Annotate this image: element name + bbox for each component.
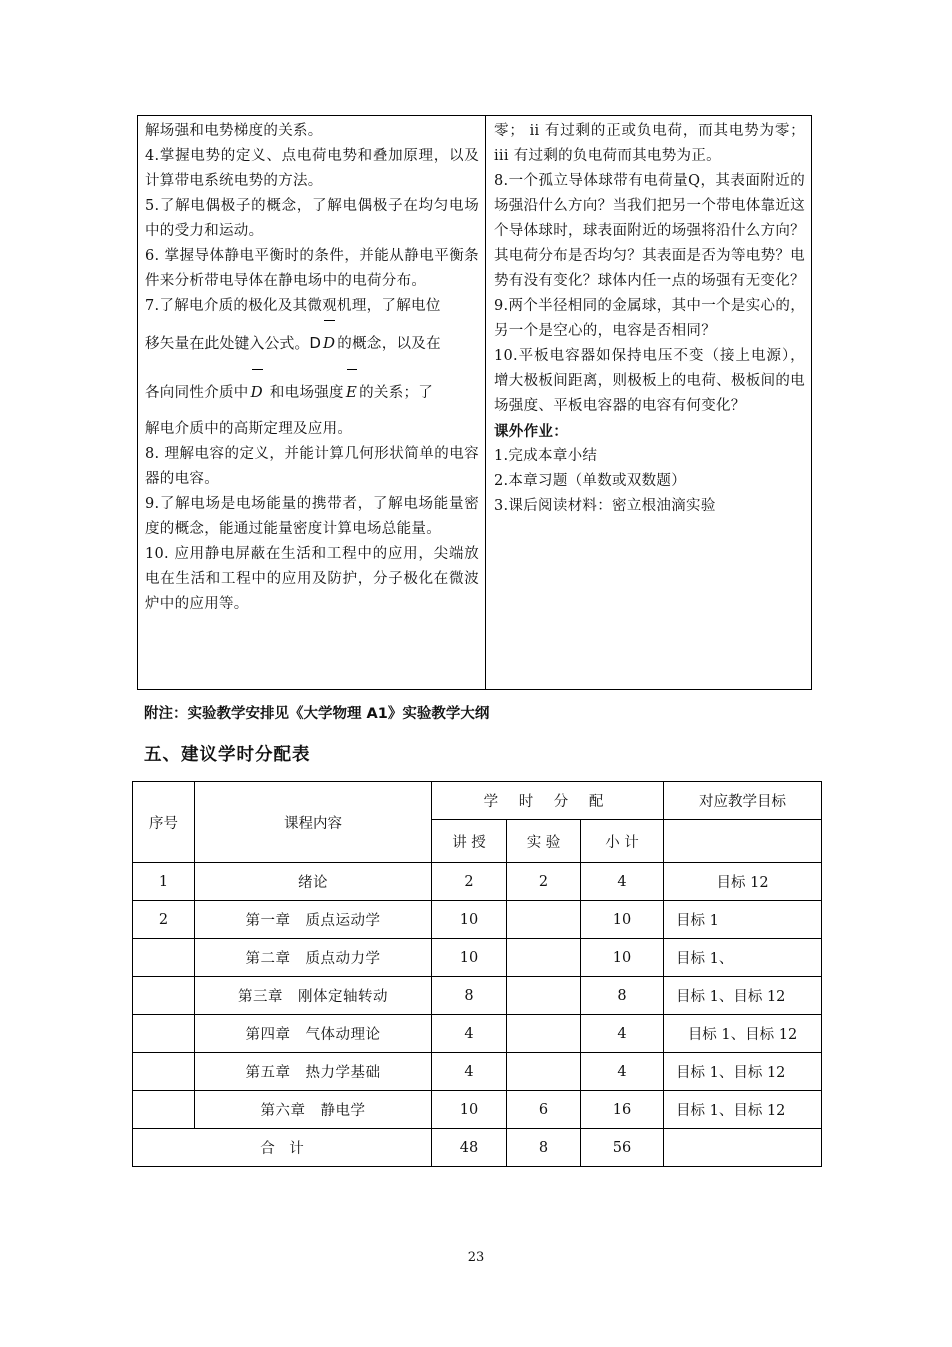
formula-placeholder: 在此处键入公式。D	[189, 334, 321, 352]
cell-subtotal: 8	[581, 977, 664, 1015]
section-title: 五、建议学时分配表	[144, 745, 311, 765]
objective-text: 10. 应用静电屏蔽在生活和工程中的应用，尖端放电在生活和工程中的应用及防护，分子极化在微波炉中的应用等。	[145, 546, 479, 612]
hours-allocation-table	[132, 781, 822, 1167]
objective-text: 移矢量	[145, 336, 190, 352]
cell-content: 第五章 热力学基础	[195, 1053, 432, 1091]
objective-text: 8. 理解电容的定义，并能计算几何形状简单的电容器的电容。	[145, 446, 479, 487]
cell-no	[133, 1053, 195, 1091]
cell-goal: 目标 12	[664, 863, 822, 901]
question-text: 8.一个孤立导体球带有电荷量Q，其表面附近的场强沿什么方向？当我们把另一个带电体靠近这个导体球时，球表面附近的场强将沿什么方向？其电荷分布是否均匀？其表面是否为等电势？电势有没有变化？球体内任一点的场强有无变化？	[494, 173, 805, 289]
cell-goal: 目标 1、目标 12	[664, 1053, 822, 1091]
cell-lecture: 10	[432, 901, 507, 939]
objectives-left-column	[138, 116, 486, 689]
question-text: 零； ii 有过剩的正或负电荷，而其电势为零； iii 有过剩的负电荷而其电势为正。	[494, 123, 805, 164]
cell-subtotal: 4	[581, 863, 664, 901]
cell-goal: 目标 1	[664, 901, 822, 939]
cell-subtotal: 10	[581, 939, 664, 977]
vector-e-symbol: E	[344, 368, 359, 416]
cell-lab	[507, 1015, 581, 1053]
header-no: 序号	[133, 782, 195, 863]
header-content: 课程内容	[195, 782, 432, 863]
lab-note: 附注：实验教学安排见《大学物理 A1》实验教学大纲	[144, 706, 490, 722]
cell-goal: 目标 1、目标 12	[664, 977, 822, 1015]
objective-text: 4.掌握电势的定义、点电荷电势和叠加原理，以及计算带电系统电势的方法。	[145, 148, 479, 189]
header-subtotal: 小 计	[581, 820, 664, 863]
homework-item: 3.课后阅读材料：密立根油滴实验	[494, 498, 716, 514]
cell-total-subtotal: 56	[581, 1129, 664, 1167]
table-header-row	[133, 782, 822, 820]
header-lecture: 讲 授	[432, 820, 507, 863]
cell-lab	[507, 939, 581, 977]
cell-lecture: 10	[432, 1091, 507, 1129]
objective-text: 的概念，以及在	[337, 336, 441, 352]
homework-item: 1.完成本章小结	[494, 448, 598, 464]
objective-text: 6. 掌握导体静电平衡时的条件，并能从静电平衡条件来分析带电导体在静电场中的电荷分布。	[145, 248, 479, 289]
objective-formula-line	[145, 368, 479, 417]
cell-no: 1	[133, 863, 195, 901]
cell-lecture: 2	[432, 863, 507, 901]
objective-text: 各向同性介质中	[145, 385, 249, 401]
cell-total-label: 合 计	[133, 1129, 432, 1167]
cell-goal: 目标 1、目标 12	[664, 1091, 822, 1129]
question-text: 10.平板电容器如保持电压不变（接上电源），增大极板间距离，则极板上的电荷、极板间的电场强度、平板电容器的电容有何变化？	[494, 348, 805, 414]
questions-right-column	[486, 116, 811, 689]
page-number: 23	[467, 1250, 485, 1265]
cell-lab: 6	[507, 1091, 581, 1129]
cell-goal: 目标 1、目标 12	[664, 1015, 822, 1053]
cell-no	[133, 1015, 195, 1053]
cell-lecture: 8	[432, 977, 507, 1015]
header-empty	[664, 820, 822, 863]
table-row	[133, 1091, 822, 1129]
objective-text: 解电介质中的高斯定理及应用。	[145, 421, 353, 437]
cell-no	[133, 1091, 195, 1129]
cell-subtotal: 10	[581, 901, 664, 939]
cell-goal: 目标 1、	[664, 939, 822, 977]
objective-text: 的关系；了	[359, 385, 434, 401]
table-row	[133, 939, 822, 977]
cell-lab	[507, 1053, 581, 1091]
objective-text: 和电场强度	[264, 385, 344, 401]
cell-subtotal: 4	[581, 1015, 664, 1053]
cell-content: 第二章 质点动力学	[195, 939, 432, 977]
homework-item: 2.本章习题（单数或双数题）	[494, 473, 687, 489]
table-row	[133, 1015, 822, 1053]
cell-content: 第六章 静电学	[195, 1091, 432, 1129]
cell-lab	[507, 901, 581, 939]
table-total-row	[133, 1129, 822, 1167]
objective-formula-line	[145, 319, 479, 368]
cell-total-lab: 8	[507, 1129, 581, 1167]
cell-total-lecture: 48	[432, 1129, 507, 1167]
cell-lecture: 4	[432, 1015, 507, 1053]
cell-content: 第一章 质点运动学	[195, 901, 432, 939]
vector-d-symbol: D	[249, 368, 265, 416]
cell-content: 第四章 气体动理论	[195, 1015, 432, 1053]
homework-title: 课外作业：	[494, 423, 568, 440]
cell-content: 绪论	[195, 863, 432, 901]
cell-no: 2	[133, 901, 195, 939]
cell-lecture: 10	[432, 939, 507, 977]
objective-text: 9.了解电场是电场能量的携带者，了解电场能量密度的概念，能通过能量密度计算电场总能量。	[145, 496, 479, 537]
header-hours-allocation: 学 时 分 配	[432, 782, 664, 820]
cell-subtotal: 16	[581, 1091, 664, 1129]
cell-subtotal: 4	[581, 1053, 664, 1091]
cell-no	[133, 977, 195, 1015]
vector-d-symbol: D	[321, 319, 337, 367]
objective-text: 解场强和电势梯度的关系。	[145, 123, 323, 139]
cell-lab: 2	[507, 863, 581, 901]
table-row	[133, 863, 822, 901]
table-row	[133, 977, 822, 1015]
cell-lab	[507, 977, 581, 1015]
cell-lecture: 4	[432, 1053, 507, 1091]
cell-total-goal	[664, 1129, 822, 1167]
header-goal: 对应教学目标	[664, 782, 822, 820]
question-text: 9.两个半径相同的金属球，其中一个是实心的，另一个是空心的，电容是否相同？	[494, 298, 805, 339]
header-lab: 实 验	[507, 820, 581, 863]
cell-content: 第三章 刚体定轴转动	[195, 977, 432, 1015]
table-row	[133, 1053, 822, 1091]
objective-text: 5.了解电偶极子的概念，了解电偶极子在均匀电场中的受力和运动。	[145, 198, 479, 239]
objective-text: 7.了解电介质的极化及其微观机理，了解电位	[145, 298, 441, 314]
objectives-box	[137, 115, 812, 690]
table-row	[133, 901, 822, 939]
cell-no	[133, 939, 195, 977]
